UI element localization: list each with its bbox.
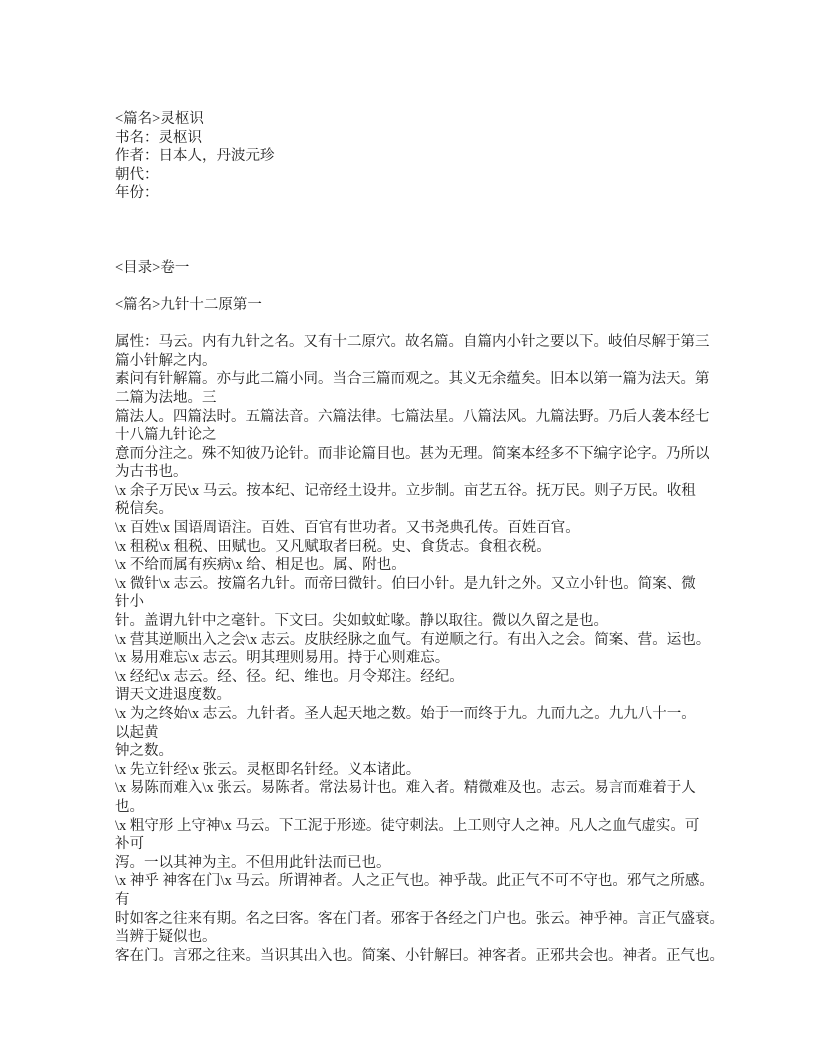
text-line: \x 百姓\x 国语周语注。百姓、百官有世功者。又书尧典孔传。百姓百官。 — [115, 520, 580, 537]
text-line: <目录>卷一 — [115, 259, 190, 276]
header-block — [115, 110, 715, 203]
chapter-title-block — [115, 296, 715, 315]
text-line: 素问有针解篇。亦与此二篇小同。当合三篇而观之。其义无余蕴矣。旧本以第一篇为法天。第 — [115, 371, 710, 388]
text-line: \x 租税\x 租税、田赋也。又凡赋取者曰税。史、食货志。食租衣税。 — [115, 538, 551, 555]
text-line: 十八篇九针论之 — [115, 427, 217, 444]
text-line: 针。盖谓九针中之毫针。下文曰。尖如蚊虻喙。静以取往。微以久留之是也。 — [115, 613, 608, 630]
text-line: \x 为之终始\x 志云。九针者。圣人起天地之数。始于一而终于九。九而九之。九九八十一。 — [115, 706, 696, 723]
text-line: <篇名>灵枢识 — [115, 111, 204, 127]
text-line: \x 经纪\x 志云。经、径。纪、维也。月令郑注。经纪。 — [115, 668, 464, 685]
text-line: 意而分注之。殊不知彼乃论针。而非论篇目也。甚为无理。简案本经多不下编字论字。乃所以 — [115, 445, 710, 462]
text-line: 作者：日本人，丹波元珍 — [115, 148, 275, 165]
text-line: 钟之数。 — [115, 743, 173, 760]
text-line: 泻。一以其神为主。不但用此针法而已也。 — [115, 854, 391, 871]
text-line: \x 不给而属有疾病\x 给、相足也。属、附也。 — [115, 557, 406, 574]
text-line: 有 — [115, 891, 130, 908]
text-line: 时如客之往来有期。名之曰客。客在门者。邪客于各经之门户也。张云。神乎神。言正气盛衰。 — [115, 910, 724, 927]
text-line: <篇名>九针十二原第一 — [115, 296, 262, 313]
text-line: 补可 — [115, 836, 144, 853]
text-line: 也。 — [115, 798, 144, 815]
text-line: 篇法人。四篇法时。五篇法音。六篇法律。七篇法星。八篇法风。九篇法野。乃后人袭本经七 — [115, 408, 710, 425]
text-line: 当辨于疑似也。 — [115, 929, 217, 946]
text-line: \x 易陈而难入\x 张云。易陈者。常法易计也。难入者。精微难及也。志云。易言而难着于人 — [115, 780, 696, 797]
text-line: 属性：马云。内有九针之名。又有十二原穴。故名篇。自篇内小针之要以下。岐伯尽解于第三 — [115, 334, 710, 351]
text-line: \x 余子万民\x 马云。按本纪、记帝经土设井。立步制。亩艺五谷。抚万民。则子万民。收租 — [115, 482, 696, 499]
text-line: 篇小针解之内。 — [115, 352, 217, 369]
text-line: 朝代： — [115, 166, 159, 183]
text-line: 谓天文进退度数。 — [115, 687, 231, 704]
text-line: \x 粗守形 上守神\x 马云。下工泥于形迹。徒守刺法。上工则守人之神。凡人之血气虚实。可 — [115, 817, 700, 834]
text-line: 税信矣。 — [115, 501, 173, 518]
text-line: 年份： — [115, 185, 159, 202]
document-text-area — [115, 110, 724, 965]
toc-block — [115, 259, 715, 278]
text-line: \x 神乎 神客在门\x 马云。所谓神者。人之正气也。神乎哉。此正气不可不守也。邪气之所感。 — [115, 873, 714, 890]
text-line: 为古书也。 — [115, 464, 188, 481]
text-line: 二篇为法地。三 — [115, 389, 217, 406]
text-line: \x 营其逆顺出入之会\x 志云。皮肤经脉之血气。有逆顺之行。有出入之会。简案、营。运也。 — [115, 631, 711, 648]
text-line: 以起黄 — [115, 724, 159, 741]
text-line: \x 易用难忘\x 志云。明其理则易用。持于心则难忘。 — [115, 650, 450, 667]
text-line: 针小 — [115, 594, 144, 611]
body-text-block — [115, 333, 724, 965]
text-line: \x 微针\x 志云。按篇名九针。而帝曰微针。伯曰小针。是九针之外。又立小针也。简案、微 — [115, 575, 696, 592]
text-line: \x 先立针经\x 张云。灵枢即名针经。义本诸此。 — [115, 761, 421, 778]
text-line: 书名：灵枢识 — [115, 129, 202, 146]
text-line: 客在门。言邪之往来。当识其出入也。简案、小针解曰。神客者。正邪共会也。神者。正气也。 — [115, 947, 724, 964]
